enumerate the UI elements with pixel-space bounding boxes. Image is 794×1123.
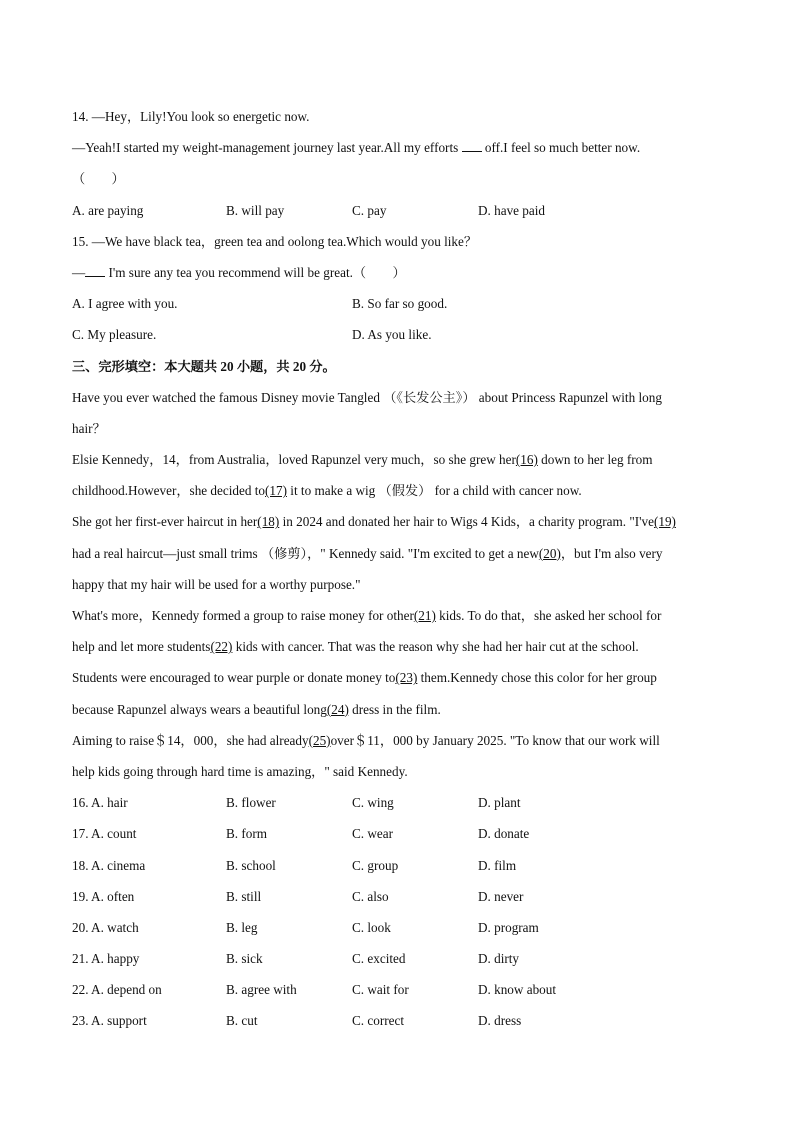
passage-line: happy that my hair will be used for a worthy purpose." bbox=[72, 576, 361, 592]
option-b: B. cut bbox=[226, 1013, 258, 1029]
question-15-options-row1 bbox=[72, 288, 718, 319]
passage-line: hair？ bbox=[72, 420, 106, 436]
cloze-options-20 bbox=[72, 912, 718, 943]
option-a: 18. A. cinema bbox=[72, 857, 146, 873]
option-a: A. I agree with you. bbox=[72, 296, 178, 312]
option-c: C. My pleasure. bbox=[72, 327, 157, 343]
option-a: 16. A. hair bbox=[72, 795, 128, 811]
option-b: B. So far so good. bbox=[352, 296, 448, 312]
option-d: D. dirty bbox=[478, 951, 520, 967]
answer-blank bbox=[85, 264, 105, 277]
option-d: D. plant bbox=[478, 795, 521, 811]
cloze-options-23 bbox=[72, 1005, 718, 1036]
option-b: B. leg bbox=[226, 919, 258, 935]
question-14-paren: （ ） bbox=[72, 171, 125, 187]
option-a: 19. A. often bbox=[72, 888, 135, 904]
passage-text: What's more，Kennedy formed a group to raise money for other bbox=[72, 608, 414, 623]
blank-19: (19) bbox=[653, 514, 676, 530]
option-d: D. know about bbox=[478, 982, 557, 998]
question-15-stem: 15. —We have black tea，green tea and oolong tea.Which would you like？ bbox=[72, 233, 478, 249]
reply-text: — bbox=[72, 264, 86, 280]
option-b: B. flower bbox=[226, 795, 276, 811]
cloze-options-22 bbox=[72, 974, 718, 1005]
blank-20: (20) bbox=[538, 545, 561, 561]
passage-text: kids with cancer. That was the reason why she had her hair cut at the school. bbox=[232, 639, 639, 655]
option-d: D. have paid bbox=[478, 202, 546, 218]
passage-line bbox=[72, 475, 718, 506]
option-c: C. excited bbox=[352, 951, 406, 967]
option-d: D. film bbox=[478, 857, 517, 873]
option-b: B. form bbox=[226, 826, 268, 842]
option-a: A. are paying bbox=[72, 202, 144, 218]
option-d: D. As you like. bbox=[352, 327, 432, 343]
passage-text: because Rapunzel always wears a beautiful long bbox=[72, 701, 327, 717]
option-b: B. sick bbox=[226, 951, 263, 967]
option-a: 21. A. happy bbox=[72, 951, 140, 967]
passage-text: ，but I'm also very bbox=[560, 545, 663, 561]
option-b: B. will pay bbox=[226, 202, 285, 218]
question-15-reply bbox=[72, 257, 718, 288]
option-c: C. also bbox=[352, 888, 389, 904]
passage-line bbox=[72, 600, 718, 631]
option-a: 22. A. depend on bbox=[72, 982, 162, 998]
option-a: 23. A. support bbox=[72, 1013, 147, 1029]
passage-line: Have you ever watched the famous Disney movie Tangled （《长发公主》） about Princess Rapunzel with long bbox=[72, 389, 662, 405]
passage-line bbox=[72, 506, 718, 537]
blank-21: (21) bbox=[413, 608, 436, 623]
option-d: D. never bbox=[478, 888, 524, 904]
answer-blank bbox=[462, 139, 482, 152]
option-c: C. wear bbox=[352, 826, 394, 842]
question-15-options-row2 bbox=[72, 319, 718, 350]
option-c: C. look bbox=[352, 919, 391, 935]
passage-line bbox=[72, 725, 718, 756]
passage-text: over＄11，000 by January 2025. "To know that our work will bbox=[330, 732, 660, 748]
question-14-reply bbox=[72, 132, 718, 163]
option-c: C. pay bbox=[352, 202, 387, 218]
cloze-options-18 bbox=[72, 850, 718, 881]
option-b: B. school bbox=[226, 857, 276, 873]
passage-text: them.Kennedy chose this color for her group bbox=[417, 670, 657, 686]
passage-text: down to her leg from bbox=[537, 452, 653, 468]
section-title: 三、完形填空：本大题共 20 小题，共 20 分。 bbox=[72, 358, 336, 374]
passage-text: in 2024 and donated her hair to Wigs 4 Kids，a charity program. "I've bbox=[279, 514, 654, 530]
passage-line bbox=[72, 538, 718, 569]
passage-line bbox=[72, 694, 718, 725]
blank-16: (16) bbox=[515, 452, 538, 468]
option-c: C. correct bbox=[352, 1013, 404, 1029]
blank-17: (17) bbox=[265, 483, 287, 499]
blank-18: (18) bbox=[257, 514, 280, 530]
option-c: C. wing bbox=[352, 795, 394, 811]
option-d: D. donate bbox=[478, 826, 530, 842]
cloze-options-17 bbox=[72, 818, 718, 849]
blank-22: (22) bbox=[210, 639, 233, 655]
blank-23: (23) bbox=[395, 670, 418, 686]
cloze-options-19 bbox=[72, 881, 718, 912]
passage-text: it to make a wig （假发） for a child with cancer now. bbox=[286, 483, 582, 499]
passage-line bbox=[72, 662, 718, 693]
blank-25: (25) bbox=[308, 732, 331, 748]
blank-24: (24) bbox=[326, 701, 349, 717]
question-14-options bbox=[72, 195, 718, 226]
option-b: B. still bbox=[226, 888, 262, 904]
passage-text: She got her first-ever haircut in her bbox=[72, 514, 258, 530]
passage-text: Aiming to raise＄14，000，she had already bbox=[72, 732, 309, 748]
passage-line bbox=[72, 444, 718, 475]
passage-text: help and let more students bbox=[72, 639, 211, 655]
option-c: C. group bbox=[352, 857, 399, 873]
option-d: D. dress bbox=[478, 1013, 522, 1029]
passage-text: kids. To do that，she asked her school for bbox=[435, 608, 662, 623]
cloze-options-21 bbox=[72, 943, 718, 974]
passage-text: Students were encouraged to wear purple or donate money to bbox=[72, 670, 396, 686]
reply-text: —Yeah!I started my weight-management journey last year.All my efforts bbox=[72, 140, 462, 156]
passage-text: had a real haircut—just small trims （修剪），" Kennedy said. "I'm excited to get a new bbox=[72, 545, 539, 561]
reply-text: off.I feel so much better now. bbox=[481, 140, 641, 156]
passage-line bbox=[72, 631, 718, 662]
option-b: B. agree with bbox=[226, 982, 297, 998]
cloze-options-16 bbox=[72, 787, 718, 818]
question-14-stem: 14. —Hey，Lily!You look so energetic now. bbox=[72, 109, 310, 124]
passage-text: Elsie Kennedy，14，from Australia，loved Rapunzel very much，so she grew her bbox=[72, 452, 516, 468]
passage-text: childhood.However，she decided to bbox=[72, 483, 265, 499]
option-a: 17. A. count bbox=[72, 826, 137, 842]
reply-text: I'm sure any tea you recommend will be great.（ ） bbox=[105, 264, 406, 280]
option-a: 20. A. watch bbox=[72, 919, 139, 935]
passage-line: help kids going through hard time is amazing，" said Kennedy. bbox=[72, 763, 408, 779]
passage-text: dress in the film. bbox=[348, 701, 441, 717]
option-d: D. program bbox=[478, 919, 539, 935]
option-c: C. wait for bbox=[352, 982, 409, 998]
document-page bbox=[72, 101, 718, 1037]
